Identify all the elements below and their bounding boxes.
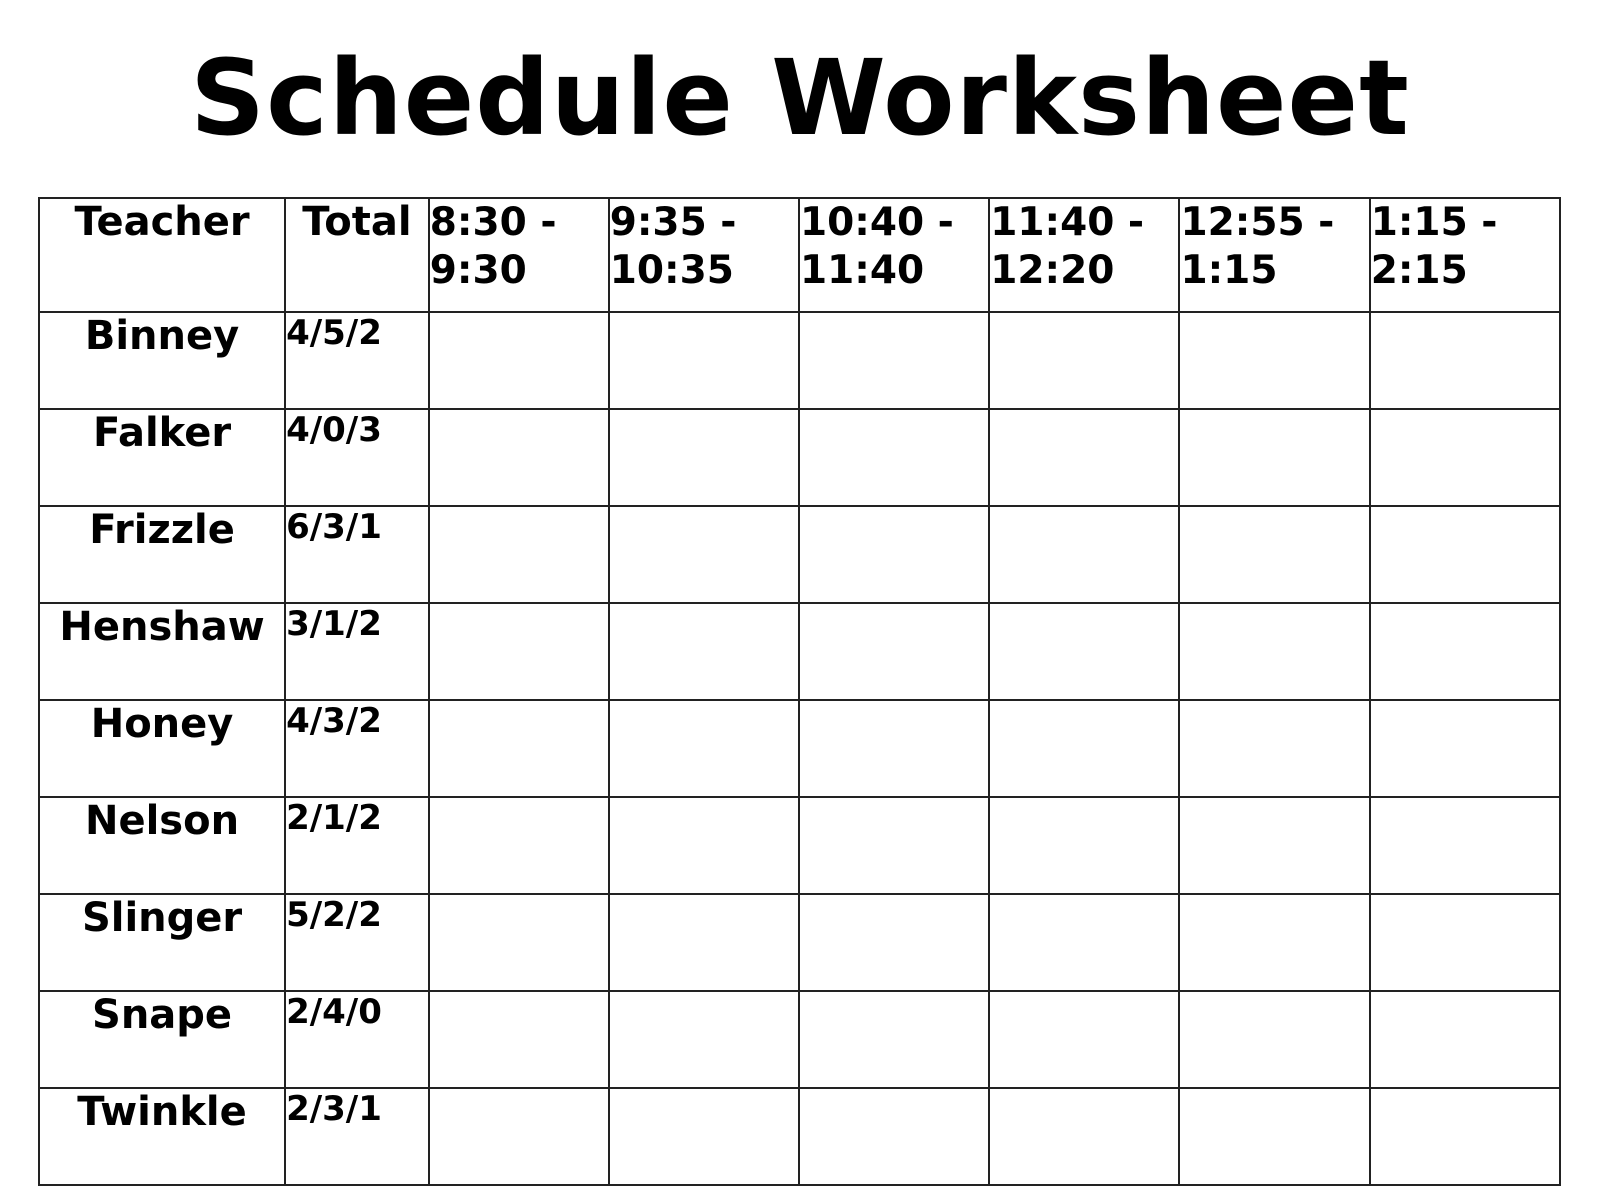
schedule-slot-cell[interactable]	[609, 312, 799, 409]
schedule-slot-cell[interactable]	[799, 700, 989, 797]
schedule-slot-cell[interactable]	[989, 312, 1179, 409]
time-slot-header: 8:30 - 9:30	[429, 198, 609, 312]
table-row	[39, 797, 1560, 894]
schedule-slot-cell[interactable]	[799, 991, 989, 1088]
teacher-name: Binney	[39, 312, 285, 409]
teacher-name: Twinkle	[39, 1088, 285, 1185]
schedule-slot-cell[interactable]	[1179, 894, 1369, 991]
schedule-slot-cell[interactable]	[799, 1088, 989, 1185]
schedule-slot-cell[interactable]	[989, 409, 1179, 506]
header-row	[39, 198, 1560, 312]
schedule-slot-cell[interactable]	[609, 991, 799, 1088]
schedule-slot-cell[interactable]	[1179, 991, 1369, 1088]
schedule-slot-cell[interactable]	[989, 894, 1179, 991]
schedule-slot-cell[interactable]	[609, 409, 799, 506]
table-row	[39, 409, 1560, 506]
schedule-slot-cell[interactable]	[1179, 797, 1369, 894]
schedule-slot-cell[interactable]	[429, 1088, 609, 1185]
time-slot-header: 9:35 - 10:35	[609, 198, 799, 312]
schedule-slot-cell[interactable]	[609, 797, 799, 894]
schedule-slot-cell[interactable]	[1370, 1088, 1560, 1185]
table-row	[39, 312, 1560, 409]
schedule-slot-cell[interactable]	[1179, 312, 1369, 409]
teacher-name: Henshaw	[39, 603, 285, 700]
schedule-slot-cell[interactable]	[1370, 894, 1560, 991]
table-row	[39, 700, 1560, 797]
table-row	[39, 991, 1560, 1088]
schedule-slot-cell[interactable]	[799, 409, 989, 506]
schedule-slot-cell[interactable]	[429, 700, 609, 797]
teacher-total: 2/1/2	[285, 797, 429, 894]
schedule-slot-cell[interactable]	[609, 506, 799, 603]
schedule-slot-cell[interactable]	[1179, 1088, 1369, 1185]
schedule-slot-cell[interactable]	[1370, 991, 1560, 1088]
teacher-total: 6/3/1	[285, 506, 429, 603]
page-title: Schedule Worksheet	[190, 37, 1410, 159]
total-column-header: Total	[285, 198, 429, 312]
teacher-name: Honey	[39, 700, 285, 797]
teacher-name: Slinger	[39, 894, 285, 991]
schedule-slot-cell[interactable]	[799, 312, 989, 409]
schedule-slot-cell[interactable]	[989, 603, 1179, 700]
schedule-slot-cell[interactable]	[989, 797, 1179, 894]
schedule-slot-cell[interactable]	[609, 1088, 799, 1185]
schedule-slot-cell[interactable]	[429, 603, 609, 700]
teacher-total: 4/3/2	[285, 700, 429, 797]
schedule-slot-cell[interactable]	[429, 894, 609, 991]
schedule-slot-cell[interactable]	[429, 797, 609, 894]
teacher-name: Falker	[39, 409, 285, 506]
schedule-body	[39, 312, 1560, 1185]
schedule-slot-cell[interactable]	[609, 700, 799, 797]
schedule-slot-cell[interactable]	[989, 1088, 1179, 1185]
schedule-slot-cell[interactable]	[429, 991, 609, 1088]
teacher-total: 4/0/3	[285, 409, 429, 506]
time-slot-header: 11:40 - 12:20	[989, 198, 1179, 312]
schedule-slot-cell[interactable]	[989, 991, 1179, 1088]
schedule-slot-cell[interactable]	[1370, 409, 1560, 506]
schedule-slot-cell[interactable]	[1370, 797, 1560, 894]
schedule-slot-cell[interactable]	[1370, 506, 1560, 603]
schedule-slot-cell[interactable]	[1179, 409, 1369, 506]
time-slot-header: 10:40 - 11:40	[799, 198, 989, 312]
teacher-total: 2/4/0	[285, 991, 429, 1088]
schedule-slot-cell[interactable]	[609, 894, 799, 991]
time-slot-header: 1:15 - 2:15	[1370, 198, 1560, 312]
schedule-slot-cell[interactable]	[799, 797, 989, 894]
schedule-slot-cell[interactable]	[799, 894, 989, 991]
teacher-total: 4/5/2	[285, 312, 429, 409]
schedule-slot-cell[interactable]	[799, 603, 989, 700]
schedule-table	[38, 197, 1561, 1186]
teacher-column-header: Teacher	[39, 198, 285, 312]
schedule-slot-cell[interactable]	[429, 506, 609, 603]
teacher-total: 5/2/2	[285, 894, 429, 991]
schedule-slot-cell[interactable]	[1179, 603, 1369, 700]
schedule-slot-cell[interactable]	[799, 506, 989, 603]
teacher-total: 3/1/2	[285, 603, 429, 700]
teacher-name: Frizzle	[39, 506, 285, 603]
schedule-slot-cell[interactable]	[1370, 603, 1560, 700]
table-row	[39, 506, 1560, 603]
table-row	[39, 1088, 1560, 1185]
schedule-slot-cell[interactable]	[989, 506, 1179, 603]
schedule-slot-cell[interactable]	[609, 603, 799, 700]
schedule-slot-cell[interactable]	[429, 312, 609, 409]
schedule-slot-cell[interactable]	[1179, 506, 1369, 603]
schedule-slot-cell[interactable]	[429, 409, 609, 506]
schedule-slot-cell[interactable]	[989, 700, 1179, 797]
schedule-slot-cell[interactable]	[1370, 312, 1560, 409]
table-row	[39, 894, 1560, 991]
teacher-name: Nelson	[39, 797, 285, 894]
teacher-name: Snape	[39, 991, 285, 1088]
schedule-slot-cell[interactable]	[1179, 700, 1369, 797]
teacher-total: 2/3/1	[285, 1088, 429, 1185]
table-row	[39, 603, 1560, 700]
time-slot-header: 12:55 - 1:15	[1179, 198, 1369, 312]
schedule-slot-cell[interactable]	[1370, 700, 1560, 797]
